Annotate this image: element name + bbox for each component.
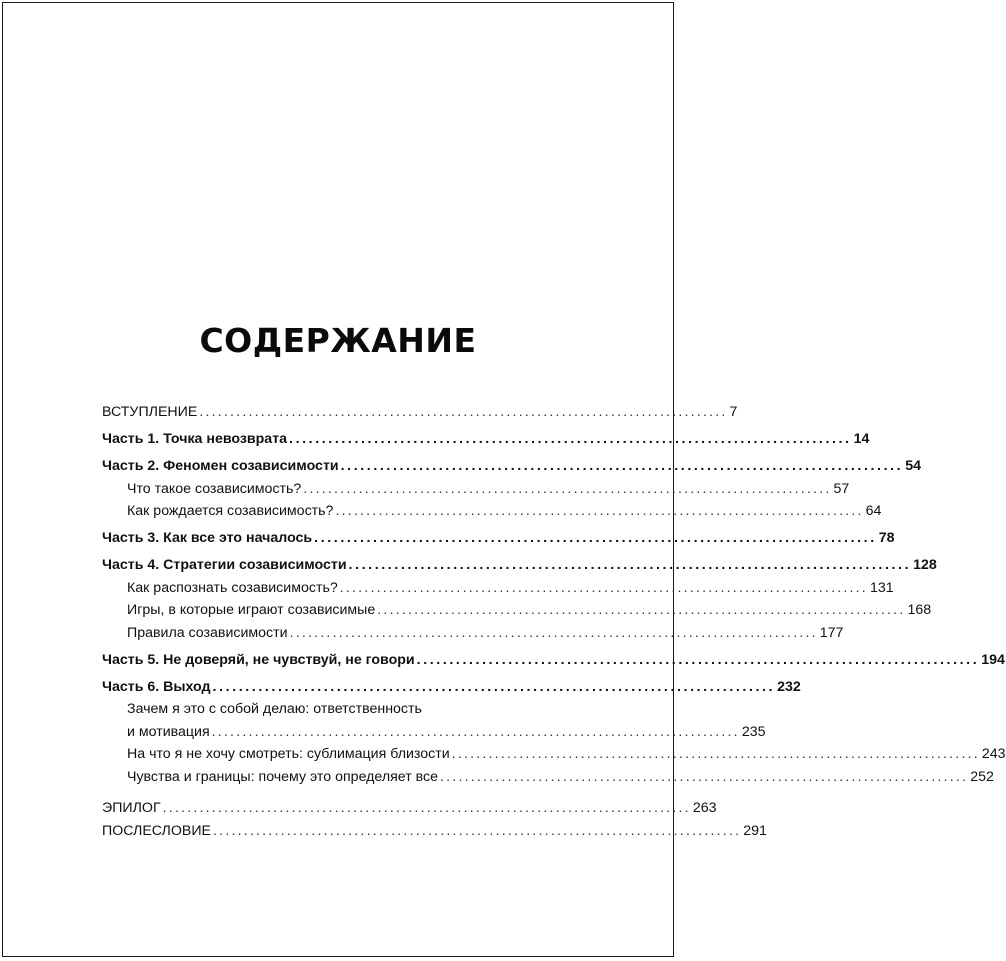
dot-leader: ......................................................................................: [213, 822, 742, 839]
toc-entry-page: 78: [878, 530, 895, 546]
toc-entry-page: 131: [869, 579, 894, 596]
toc-entry-page: 7: [729, 404, 738, 420]
toc-entry-title: Правила созависимости: [127, 624, 288, 641]
dot-leader: ......................................................................................: [199, 404, 728, 420]
dot-leader: ......................................................................................: [289, 431, 852, 447]
dot-leader: ......................................................................................: [211, 723, 740, 740]
dot-leader: ......................................................................................: [289, 624, 818, 641]
toc-entry-title: и мотивация: [127, 723, 210, 740]
table-of-contents: [102, 401, 1006, 842]
toc-subentry[interactable]: [102, 766, 994, 789]
toc-entry-title: Чувства и границы: почему это определяет все: [127, 768, 439, 785]
toc-entry-title: Часть 5. Не доверяй, не чувствуй, не говори: [102, 651, 415, 668]
toc-entry-title: Часть 4. Стратегии созависимости: [102, 557, 347, 573]
toc-entry-page: 14: [853, 431, 870, 447]
toc-subentry-line-1[interactable]: [102, 698, 558, 721]
dot-leader: ......................................................................................: [335, 503, 864, 519]
toc-entry-title: Часть 3. Как все это началось: [102, 530, 313, 546]
toc-entry-title: Часть 1. Точка невозврата: [102, 431, 288, 447]
toc-entry-page: 57: [833, 480, 850, 497]
toc-entry-title: ЭПИЛОГ: [102, 800, 161, 816]
toc-subentry[interactable]: [102, 622, 844, 645]
toc-entry-title: Как распознать созависимость?: [127, 579, 338, 596]
toc-entry-page: 232: [777, 678, 801, 695]
toc-entry-part-6[interactable]: [102, 676, 801, 699]
toc-entry-page: 194: [981, 651, 1005, 668]
toc-entry-title: ВСТУПЛЕНИЕ: [102, 404, 198, 420]
toc-subentry[interactable]: [102, 500, 882, 523]
toc-entry-page: 252: [970, 768, 994, 785]
toc-entry-epilogue[interactable]: [102, 797, 717, 820]
toc-subentry[interactable]: [102, 478, 850, 501]
toc-entry-page: 64: [865, 503, 882, 519]
toc-subentry-line-2[interactable]: [102, 721, 766, 744]
toc-entry-title: Игры, в которые играют созависимые: [127, 602, 376, 618]
toc-entry-title: Как рождается созависимость?: [127, 503, 334, 519]
toc-entry-part-4[interactable]: [102, 554, 937, 577]
toc-subentry[interactable]: [102, 743, 1006, 766]
toc-entry-page: 177: [819, 624, 844, 641]
toc-subentry[interactable]: [102, 577, 894, 600]
toc-entry-title: Зачем я это с собой делаю: ответственность: [127, 701, 422, 717]
toc-entry-title: На что я не хочу смотреть: сублимация близости: [127, 746, 450, 762]
toc-entry-page: 235: [741, 723, 766, 740]
dot-leader: ......................................................................................: [303, 480, 832, 497]
toc-entry-title: Часть 2. Феномен созависимости: [102, 458, 339, 474]
toc-entry-title: Что такое созависимость?: [127, 480, 302, 497]
dot-leader: ......................................................................................: [340, 458, 904, 474]
toc-entry-page: 243: [981, 746, 1006, 762]
toc-entry-page: 54: [905, 458, 921, 474]
toc-entry-page: 263: [692, 800, 717, 816]
toc-entry-title: ПОСЛЕСЛОВИЕ: [102, 822, 212, 839]
book-page: [2, 2, 1006, 957]
toc-entry-introduction[interactable]: [102, 401, 738, 424]
toc-entry-page: 128: [913, 557, 937, 573]
toc-entry-afterword[interactable]: [102, 820, 767, 843]
dot-leader: ......................................................................................: [162, 800, 691, 816]
dot-leader: ......................................................................................: [212, 678, 776, 695]
toc-entry-part-1[interactable]: [102, 428, 870, 451]
dot-leader: ......................................................................................: [314, 530, 877, 546]
dot-leader: ......................................................................................: [377, 602, 906, 618]
toc-entry-part-3[interactable]: [102, 527, 895, 550]
dot-leader: ......................................................................................: [440, 768, 969, 785]
dot-leader: ......................................................................................: [416, 651, 980, 668]
toc-entry-part-2[interactable]: [102, 455, 921, 478]
dot-leader: ......................................................................................: [348, 557, 912, 573]
toc-entry-part-5[interactable]: [102, 649, 1005, 672]
toc-entry-page: 291: [743, 822, 767, 839]
toc-subentry[interactable]: [102, 599, 932, 622]
toc-entry-title: Часть 6. Выход: [102, 678, 211, 695]
toc-entry-page: 168: [907, 602, 932, 618]
page-title: СОДЕРЖАНИЕ: [199, 321, 477, 360]
dot-leader: ......................................................................................: [339, 579, 868, 596]
dot-leader: ......................................................................................: [451, 746, 980, 762]
